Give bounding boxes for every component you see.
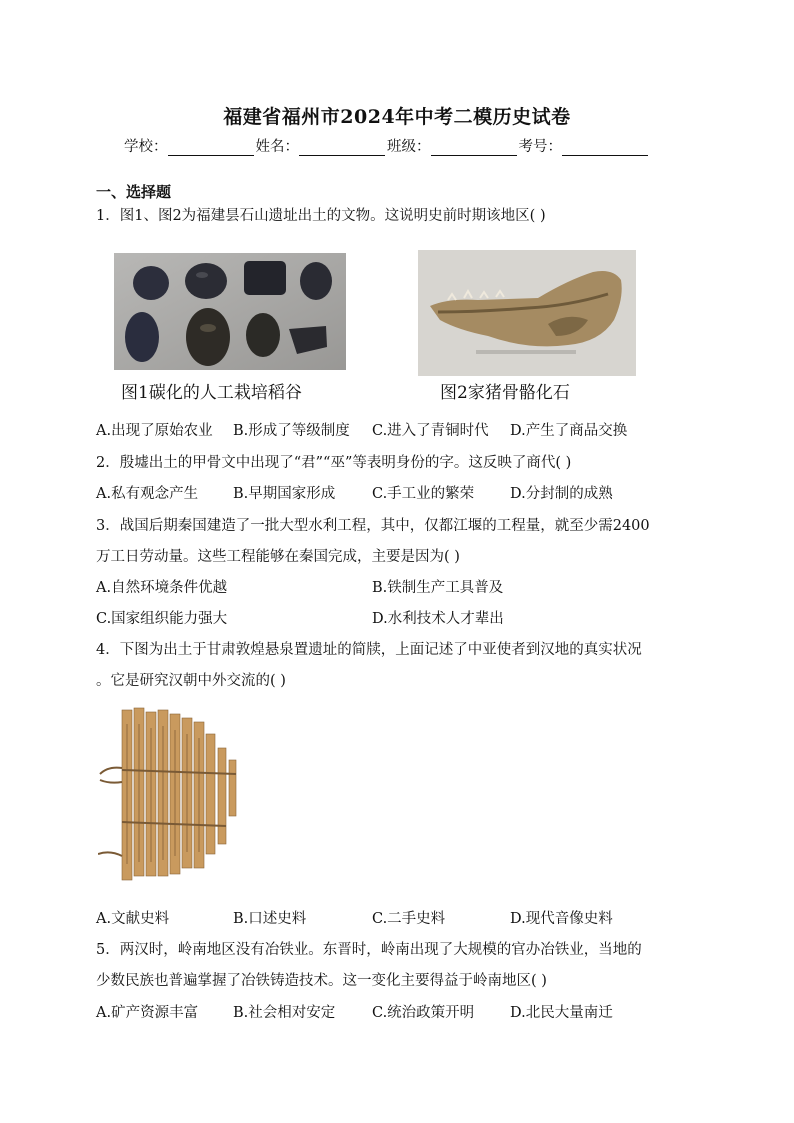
- exam-number-label: 考号：: [518, 139, 562, 155]
- figure-2-caption: 图2家猪骨骼化石: [440, 383, 570, 403]
- option-b[interactable]: B.口述史料: [233, 911, 307, 927]
- option-d[interactable]: D.现代音像史料: [510, 911, 613, 927]
- option-c[interactable]: C.手工业的繁荣: [372, 486, 475, 502]
- figure-1-caption: 图1碳化的人工栽培稻谷: [121, 383, 302, 403]
- option-c[interactable]: C.二手史料: [372, 911, 446, 927]
- question-4-stem-line-2: 。它是研究汉朝中外交流的( ): [96, 673, 286, 689]
- option-d[interactable]: D.水利技术人才辈出: [372, 611, 504, 627]
- class-label: 班级：: [387, 139, 431, 155]
- page-title: 福建省福州市2024年中考二模历史试卷: [223, 106, 571, 128]
- figure-2-pig-skull-photo: [418, 250, 636, 376]
- option-c[interactable]: C.统治政策开明: [372, 1005, 475, 1021]
- class-blank[interactable]: [431, 141, 517, 156]
- question-5-stem-line-1: 5．两汉时，岭南地区没有冶铁业。东晋时，岭南出现了大规模的官办冶铁业，当地的: [96, 942, 642, 958]
- option-b[interactable]: B.铁制生产工具普及: [372, 580, 504, 596]
- option-d[interactable]: D.产生了商品交换: [510, 423, 628, 439]
- school-label: 学校：: [124, 139, 168, 155]
- question-4-stem-line-1: 4．下图为出土于甘肃敦煌悬泉置遗址的简牍，上面记述了中亚使者到汉地的真实状况: [96, 642, 642, 658]
- option-d[interactable]: D.北民大量南迁: [510, 1005, 613, 1021]
- question-2-stem: 2．殷墟出土的甲骨文中出现了“君”“巫”等表明身份的字。这反映了商代( ): [96, 455, 572, 471]
- option-b[interactable]: B.早期国家形成: [233, 486, 336, 502]
- option-c[interactable]: C.进入了青铜时代: [372, 423, 489, 439]
- question-3-stem-line-1: 3．战国后期秦国建造了一批大型水利工程，其中，仅都江堰的工程量，就至少需2400: [96, 518, 650, 534]
- bamboo-slips-photo: [98, 704, 238, 890]
- option-a[interactable]: A.自然环境条件优越: [96, 580, 228, 596]
- option-a[interactable]: A.矿产资源丰富: [96, 1005, 199, 1021]
- question-5-stem-line-2: 少数民族也普遍掌握了冶铁铸造技术。这一变化主要得益于岭南地区( ): [96, 973, 547, 989]
- option-d[interactable]: D.分封制的成熟: [510, 486, 613, 502]
- student-info-row: [124, 135, 650, 156]
- question-1-stem: 1．图1、图2为福建昙石山遗址出土的文物。这说明史前时期该地区( ): [96, 208, 546, 224]
- section-heading: 一、选择题: [96, 183, 172, 201]
- exam-number-blank[interactable]: [562, 141, 648, 156]
- option-b[interactable]: B.形成了等级制度: [233, 423, 350, 439]
- option-a[interactable]: A.出现了原始农业: [96, 423, 213, 439]
- option-c[interactable]: C.国家组织能力强大: [96, 611, 228, 627]
- figure-1-rice-grains-photo: [114, 253, 346, 370]
- question-3-stem-line-2: 万工日劳动量。这些工程能够在秦国完成，主要是因为( ): [96, 549, 460, 565]
- school-blank[interactable]: [168, 141, 254, 156]
- option-a[interactable]: A.文献史料: [96, 911, 170, 927]
- option-b[interactable]: B.社会相对安定: [233, 1005, 336, 1021]
- name-label: 姓名：: [255, 139, 299, 155]
- option-a[interactable]: A.私有观念产生: [96, 486, 199, 502]
- name-blank[interactable]: [299, 141, 385, 156]
